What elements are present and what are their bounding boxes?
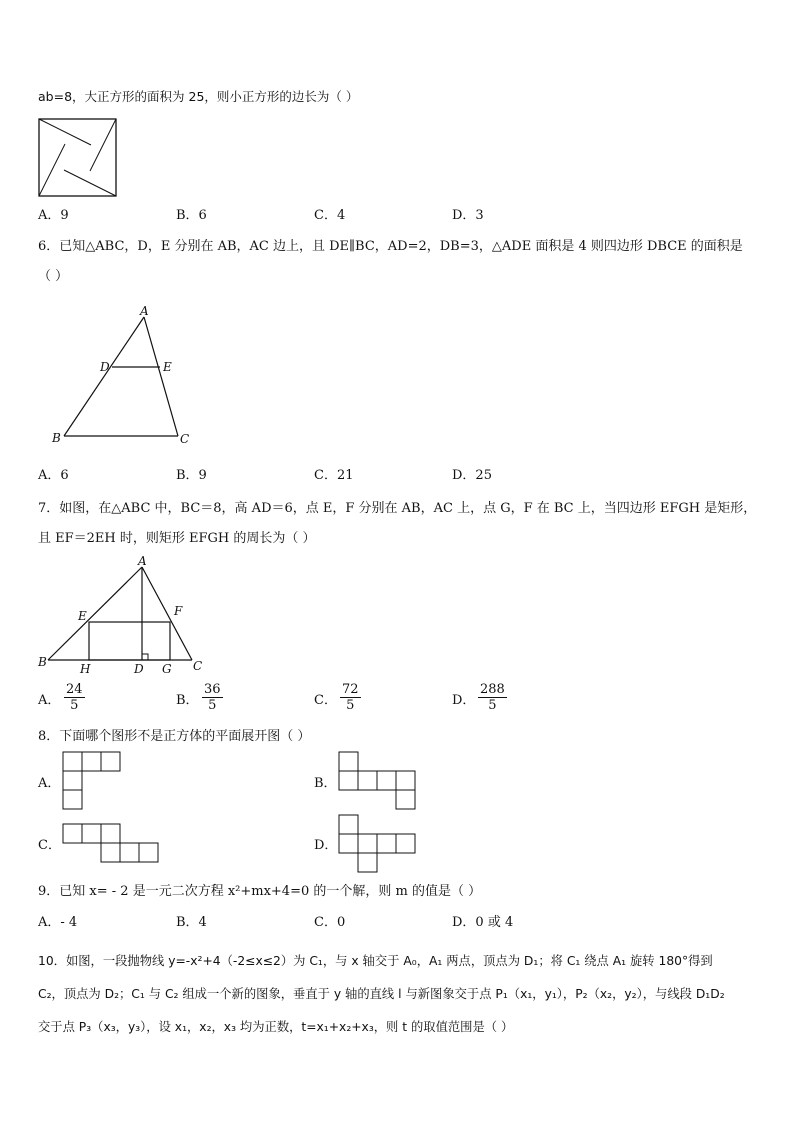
q8-option-d[interactable]: D． — [314, 838, 338, 853]
q7-option-d-fraction: 288 5 — [480, 682, 505, 713]
q7-option-d[interactable]: D． — [452, 693, 476, 708]
q6-label-d: D — [100, 360, 110, 374]
q8-option-b[interactable]: B． — [314, 776, 337, 791]
q5-stem: ab=8，大正方形的面积为 25，则小正方形的边长为（ ） — [38, 89, 359, 104]
q6-label-e: E — [163, 360, 172, 374]
q7-option-c[interactable]: C． — [314, 693, 337, 708]
q7-label-a: A — [138, 554, 147, 568]
q7-label-e: E — [78, 609, 87, 623]
q6-label-a: A — [140, 305, 149, 318]
q9-stem: 9．已知 x= - 2 是一元二次方程 x²+mx+4=0 的一个解，则 m 的值是（ ） — [38, 884, 482, 899]
q5-option-d[interactable]: D．3 — [452, 208, 484, 223]
q7-label-d: D — [134, 662, 144, 676]
q7-label-g: G — [162, 662, 172, 676]
q8-net-c — [62, 823, 160, 865]
q6-label-b: B — [52, 431, 61, 445]
q8-net-a — [62, 751, 122, 811]
q7-figure-triangle-rectangle — [36, 553, 211, 678]
q10-stem-line-1: 10．如图，一段抛物线 y=-x²+4（-2≤x≤2）为 C₁，与 x 轴交于 A₀，A₁ 两点，顶点为 D₁；将 C₁ 绕点 A₁ 旋转 180°得到 — [38, 954, 713, 968]
q5-option-a[interactable]: A．9 — [38, 208, 69, 223]
q8-stem: 8．下面哪个图形不是正方体的平面展开图（ ） — [38, 729, 311, 744]
q6-stem-line-2: （ ） — [38, 269, 69, 284]
q7-label-b: B — [38, 655, 47, 669]
q8-option-a[interactable]: A． — [38, 776, 61, 791]
q6-label-c: C — [180, 432, 190, 446]
q10-stem-line-2: C₂，顶点为 D₂；C₁ 与 C₂ 组成一个新的图象，垂直于 y 轴的直线 l 与新图象交于点 P₁（x₁，y₁），P₂（x₂，y₂），与线段 D₁D₂ — [38, 987, 725, 1001]
q6-option-d[interactable]: D．25 — [452, 468, 492, 483]
q9-option-a[interactable]: A．- 4 — [38, 915, 78, 930]
q7-option-a[interactable]: A． — [38, 693, 61, 708]
q7-stem-line-2: 且 EF＝2EH 时，则矩形 EFGH 的周长为（ ） — [38, 531, 316, 546]
q7-option-b[interactable]: B． — [176, 693, 199, 708]
q6-stem-line-1: 6．已知△ABC，D，E 分别在 AB，AC 边上，且 DE∥BC，AD=2，DB=3，△ADE 面积是 4 则四边形 DBCE 的面积是 — [38, 239, 743, 254]
q7-label-c: C — [193, 659, 203, 673]
q7-option-a-fraction: 24 5 — [66, 682, 83, 713]
q5-option-b[interactable]: B．6 — [176, 208, 207, 223]
q7-label-h: H — [80, 662, 91, 676]
q7-option-b-fraction: 36 5 — [204, 682, 221, 713]
q10-stem-line-3: 交于点 P₃（x₃，y₃），设 x₁，x₂，x₃ 均为正数，t=x₁+x₂+x₃，则 t 的取值范围是（ ） — [38, 1020, 514, 1034]
q5-figure-square — [38, 118, 118, 198]
q6-figure-triangle — [48, 305, 198, 450]
q7-label-f: F — [174, 604, 183, 618]
q9-option-b[interactable]: B．4 — [176, 915, 207, 930]
q9-option-c[interactable]: C．0 — [314, 915, 346, 930]
q6-option-c[interactable]: C．21 — [314, 468, 354, 483]
q6-option-b[interactable]: B．9 — [176, 468, 207, 483]
q7-stem-line-1: 7．如图，在△ABC 中，BC＝8，高 AD＝6，点 E，F 分别在 AB，AC 上，点 G，F 在 BC 上，当四边形 EFGH 是矩形， — [38, 501, 757, 516]
q8-option-c[interactable]: C． — [38, 838, 61, 853]
q5-option-c[interactable]: C．4 — [314, 208, 346, 223]
q8-net-b — [338, 751, 418, 811]
q7-option-c-fraction: 72 5 — [342, 682, 359, 713]
q6-option-a[interactable]: A．6 — [38, 468, 69, 483]
q9-option-d[interactable]: D．0 或 4 — [452, 915, 514, 930]
q8-net-d — [338, 814, 418, 874]
